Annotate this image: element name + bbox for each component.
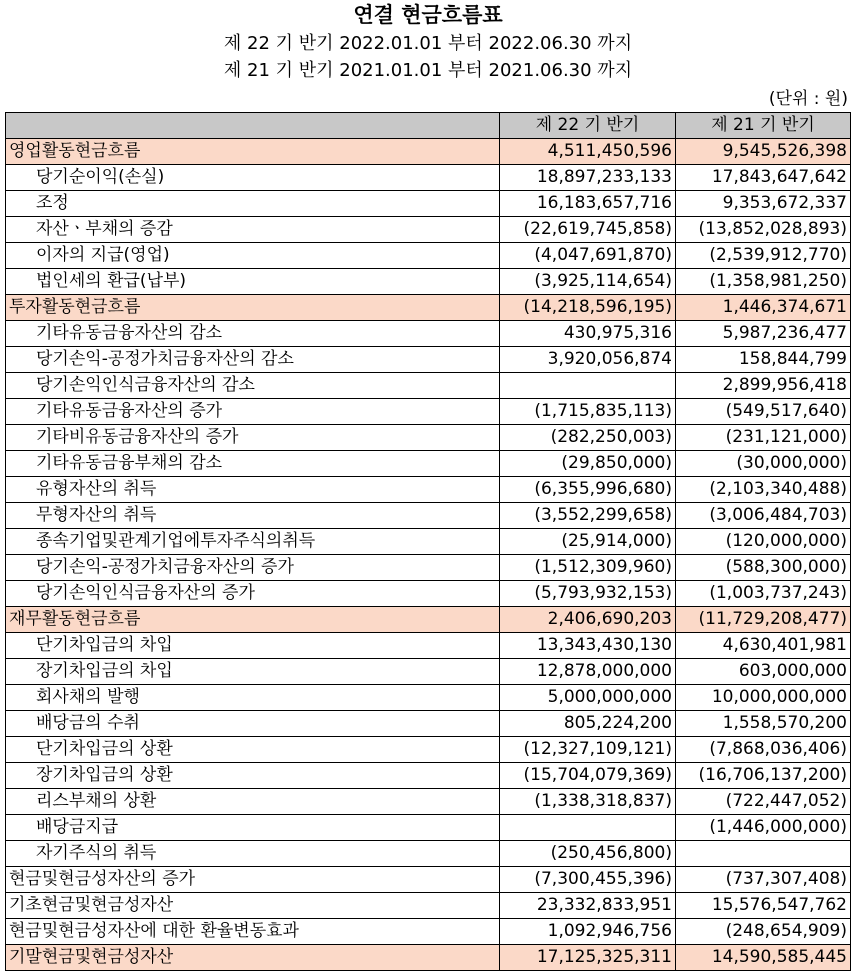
- prior-period-value: (231,121,000): [676, 425, 851, 451]
- current-period-value: (1,715,835,113): [500, 399, 676, 425]
- statement-title: 연결 현금흐름표: [353, 3, 503, 27]
- period-prior: 제 21 기 반기 2021.01.01 부터 2021.06.30 까지: [223, 60, 633, 81]
- row-label: 기말현금및현금성자산: [6, 945, 500, 971]
- current-period-value: 805,224,200: [500, 711, 676, 737]
- prior-period-value: 14,590,585,445: [676, 945, 851, 971]
- current-period-value: (250,456,800): [500, 841, 676, 867]
- row-label: 현금및현금성자산에 대한 환율변동효과: [6, 919, 500, 945]
- prior-period-value: (1,446,000,000): [676, 815, 851, 841]
- table-row: [6, 789, 851, 815]
- row-label: 조정: [6, 191, 500, 217]
- section-row: [6, 295, 851, 321]
- section-row: [6, 607, 851, 633]
- prior-period-value: (13,852,028,893): [676, 217, 851, 243]
- row-label: 자산ㆍ부채의 증감: [6, 217, 500, 243]
- row-label: 현금및현금성자산의 증가: [6, 867, 500, 893]
- current-period-value: [500, 373, 676, 399]
- table-row: [6, 659, 851, 685]
- current-period-value: (14,218,596,195): [500, 295, 676, 321]
- current-period-value: (5,793,932,153): [500, 581, 676, 607]
- current-period-value: (3,552,299,658): [500, 503, 676, 529]
- row-label: 기타유동금융자산의 감소: [6, 321, 500, 347]
- table-row: [6, 737, 851, 763]
- current-period-value: (15,704,079,369): [500, 763, 676, 789]
- table-header-row: [6, 113, 851, 139]
- unit-label: (단위 : 원): [768, 89, 848, 109]
- prior-period-value: (7,868,036,406): [676, 737, 851, 763]
- section-row: [6, 139, 851, 165]
- prior-period-value: (248,654,909): [676, 919, 851, 945]
- row-label: 배당금지급: [6, 815, 500, 841]
- row-label: 재무활동현금흐름: [6, 607, 500, 633]
- prior-period-value: 158,844,799: [676, 347, 851, 373]
- row-label: 이자의 지급(영업): [6, 243, 500, 269]
- row-label: 장기차입금의 차입: [6, 659, 500, 685]
- current-period-value: (25,914,000): [500, 529, 676, 555]
- table-row: [6, 503, 851, 529]
- table-row: [6, 425, 851, 451]
- current-period-value: (6,355,996,680): [500, 477, 676, 503]
- row-label: 기타유동금융자산의 증가: [6, 399, 500, 425]
- row-label: 장기차입금의 상환: [6, 763, 500, 789]
- table-row: [6, 867, 851, 893]
- row-label: 단기차입금의 차입: [6, 633, 500, 659]
- current-period-value: [500, 815, 676, 841]
- prior-period-value: 1,446,374,671: [676, 295, 851, 321]
- table-row: [6, 165, 851, 191]
- current-period-value: 430,975,316: [500, 321, 676, 347]
- prior-period-value: (549,517,640): [676, 399, 851, 425]
- prior-period-value: 1,558,570,200: [676, 711, 851, 737]
- row-label: 당기순이익(손실): [6, 165, 500, 191]
- current-period-value: 13,343,430,130: [500, 633, 676, 659]
- table-row: [6, 893, 851, 919]
- current-period-value: (7,300,455,396): [500, 867, 676, 893]
- table-row: [6, 815, 851, 841]
- table-row: [6, 399, 851, 425]
- table-row: [6, 217, 851, 243]
- row-label: 영업활동현금흐름: [6, 139, 500, 165]
- prior-period-value: 9,545,526,398: [676, 139, 851, 165]
- row-label: 법인세의 환급(납부): [6, 269, 500, 295]
- current-period-value: (1,512,309,960): [500, 555, 676, 581]
- prior-period-value: (120,000,000): [676, 529, 851, 555]
- table-row: [6, 685, 851, 711]
- current-period-value: 16,183,657,716: [500, 191, 676, 217]
- table-row: [6, 373, 851, 399]
- prior-period-value: 17,843,647,642: [676, 165, 851, 191]
- row-label: 회사채의 발행: [6, 685, 500, 711]
- prior-period-value: (3,006,484,703): [676, 503, 851, 529]
- row-label: 유형자산의 취득: [6, 477, 500, 503]
- table-row: [6, 347, 851, 373]
- current-period-value: (3,925,114,654): [500, 269, 676, 295]
- current-period-value: 17,125,325,311: [500, 945, 676, 971]
- prior-period-value: (30,000,000): [676, 451, 851, 477]
- prior-period-value: 15,576,547,762: [676, 893, 851, 919]
- row-label: 당기손익인식금융자산의 감소: [6, 373, 500, 399]
- header-cell-current: 제 22 기 반기: [500, 113, 676, 139]
- row-label: 무형자산의 취득: [6, 503, 500, 529]
- table-row: [6, 477, 851, 503]
- prior-period-value: (11,729,208,477): [676, 607, 851, 633]
- section-row: [6, 945, 851, 971]
- prior-period-value: 5,987,236,477: [676, 321, 851, 347]
- prior-period-value: (16,706,137,200): [676, 763, 851, 789]
- table-row: [6, 191, 851, 217]
- current-period-value: 3,920,056,874: [500, 347, 676, 373]
- table-row: [6, 555, 851, 581]
- prior-period-value: 603,000,000: [676, 659, 851, 685]
- row-label: 단기차입금의 상환: [6, 737, 500, 763]
- prior-period-value: (2,539,912,770): [676, 243, 851, 269]
- prior-period-value: (722,447,052): [676, 789, 851, 815]
- current-period-value: (282,250,003): [500, 425, 676, 451]
- table-row: [6, 919, 851, 945]
- current-period-value: (29,850,000): [500, 451, 676, 477]
- current-period-value: 18,897,233,133: [500, 165, 676, 191]
- row-label: 당기손익인식금융자산의 증가: [6, 581, 500, 607]
- header-cell-label: [6, 113, 500, 139]
- table-row: [6, 633, 851, 659]
- row-label: 당기손익-공정가치금융자산의 감소: [6, 347, 500, 373]
- table-row: [6, 321, 851, 347]
- current-period-value: (12,327,109,121): [500, 737, 676, 763]
- current-period-value: 4,511,450,596: [500, 139, 676, 165]
- row-label: 리스부채의 상환: [6, 789, 500, 815]
- cash-flow-table: [5, 112, 851, 971]
- prior-period-value: (737,307,408): [676, 867, 851, 893]
- row-label: 기타비유동금융자산의 증가: [6, 425, 500, 451]
- prior-period-value: [676, 841, 851, 867]
- current-period-value: (1,338,318,837): [500, 789, 676, 815]
- table-row: [6, 841, 851, 867]
- current-period-value: 23,332,833,951: [500, 893, 676, 919]
- table-row: [6, 581, 851, 607]
- prior-period-value: 9,353,672,337: [676, 191, 851, 217]
- current-period-value: 12,878,000,000: [500, 659, 676, 685]
- row-label: 기타유동금융부채의 감소: [6, 451, 500, 477]
- table-row: [6, 451, 851, 477]
- prior-period-value: 2,899,956,418: [676, 373, 851, 399]
- prior-period-value: (588,300,000): [676, 555, 851, 581]
- table-row: [6, 529, 851, 555]
- header-cell-prior: 제 21 기 반기: [676, 113, 851, 139]
- current-period-value: 5,000,000,000: [500, 685, 676, 711]
- row-label: 자기주식의 취득: [6, 841, 500, 867]
- current-period-value: (22,619,745,858): [500, 217, 676, 243]
- row-label: 기초현금및현금성자산: [6, 893, 500, 919]
- prior-period-value: (1,358,981,250): [676, 269, 851, 295]
- prior-period-value: 4,630,401,981: [676, 633, 851, 659]
- table-row: [6, 711, 851, 737]
- row-label: 투자활동현금흐름: [6, 295, 500, 321]
- prior-period-value: (1,003,737,243): [676, 581, 851, 607]
- period-current: 제 22 기 반기 2022.01.01 부터 2022.06.30 까지: [223, 33, 633, 54]
- current-period-value: (4,047,691,870): [500, 243, 676, 269]
- row-label: 종속기업및관계기업에투자주식의취득: [6, 529, 500, 555]
- prior-period-value: 10,000,000,000: [676, 685, 851, 711]
- table-row: [6, 269, 851, 295]
- prior-period-value: (2,103,340,488): [676, 477, 851, 503]
- row-label: 당기손익-공정가치금융자산의 증가: [6, 555, 500, 581]
- current-period-value: 2,406,690,203: [500, 607, 676, 633]
- current-period-value: 1,092,946,756: [500, 919, 676, 945]
- row-label: 배당금의 수취: [6, 711, 500, 737]
- table-row: [6, 243, 851, 269]
- table-row: [6, 763, 851, 789]
